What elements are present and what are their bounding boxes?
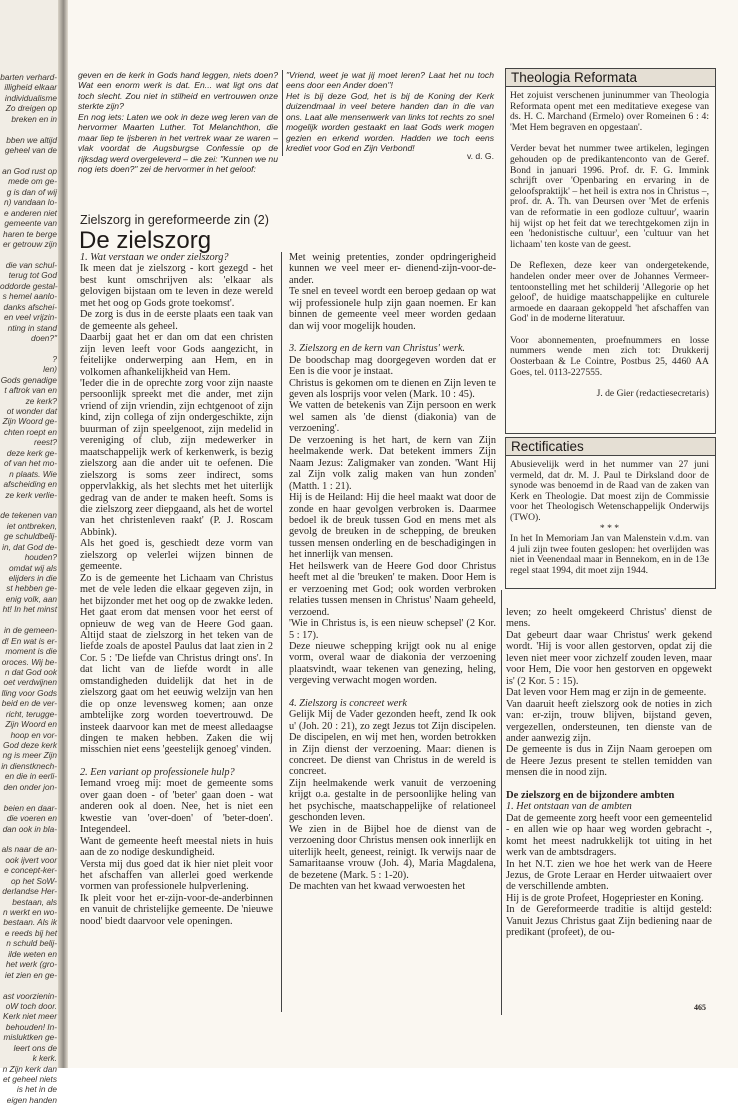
fragment-line: ilde weten en (8, 948, 57, 959)
paragraph: Daarbij gaat het er dan om dat een christen zijn leven leeft voor Gods aangezicht, in feitelijke onderwerping aan Hem, en in volkomen afhankelijkheid van Hem. (80, 332, 273, 378)
fragment-line: elijders in die (8, 573, 57, 583)
fragment-line: individualisme (4, 92, 57, 103)
paragraph: 'Ieder die in de oprechte zorg voor zijn naaste persoonlijk spreekt met die ander, met zijn vriend of zijn vriendin, zijn echtgenoot of zijn kind, zijn collega of zijn ondergeschikte, zijn buurman of zijn speelgenoot, zijn medelid in vereniging of club, zijn medewerker in maatschappelijk werk of kerkenwerk, is bezig zielszorg aan die ander uit te oefenen. Die zielszorg is soms zeer indirect, soms oppervlakkig, als het slechts met het uiterlijk gedrag van de ander te maken heeft. Soms is die zielszorg zeer diepgaand, als het de wortel van het christenleven raakt' (P. J. Roscam Abbink). (80, 377, 273, 538)
fragment-line: illigheid elkaar (4, 82, 57, 93)
fragment-line: ng is meer Zijn (2, 750, 57, 761)
fragment-line: die van schul- (5, 259, 57, 270)
box-title: Theologia Reformata (506, 69, 715, 87)
fragment-line: mede om ge- (8, 176, 57, 187)
fragment-line: bestaan. Als ik (3, 917, 57, 928)
paragraph: Iemand vroeg mij: moet de gemeente soms over gaan doen - of 'beter' gaan doen - wat anderen ook al doen. Nee, het is niet een kwestie van 'over-doen' of 'beter-doen'. Integendeel. (80, 778, 273, 836)
fragment-line: e reeds bij het (4, 927, 57, 938)
fragment-line: reest? (33, 437, 57, 448)
fragment-line: misluktken ge- (3, 1032, 57, 1043)
fragment-line: afscheiding en (3, 479, 57, 490)
page-gutter (58, 0, 68, 1068)
fragment-line: iet ontbreken, (6, 520, 57, 531)
paragraph: "Vriend, weet je wat jij moet leren? Laat het nu toch eens door een Ander doen"! (286, 70, 494, 91)
fragment-line: beien en daar- (3, 802, 57, 813)
box-signature: J. de Gier (redactiesecretaris) (596, 388, 709, 400)
paragraph: Ik meen dat je zielszorg - kort gezegd - het best kunt omschrijven als: 'elkaar als gelovigen bijstaan om te leven in deze wereld met het oog op Gods grote toekomst'. (80, 263, 273, 309)
box-paragraph: Het zojuist verschenen juninummer van Theologia Reformata opent met een meditatieve exegese van ds. H. C. Marchand (Ermelo) over Romeinen 6 : 4: 'Met Hem begraven en opgestaan'. (510, 90, 709, 133)
fragment-line: richt, terugge- (5, 708, 57, 719)
fragment-line: in dienstknech- (1, 760, 57, 771)
fragment-line: oddorde gestal- (0, 280, 58, 291)
top-signature: v. d. G. (466, 151, 494, 161)
fragment-line: als naar de an- (1, 844, 57, 855)
continued-text-col2 (286, 70, 494, 160)
paragraph: Ik pleit voor het er-zijn-voor-de-anderbinnen en vanuit de christelijke gemeente. De 'nieuwe nood' biedt daarvoor vele openingen. (80, 892, 273, 927)
paragraph: Dat de gemeente zorg heeft voor een gemeentelid - en allen wie op haar weg worden gebracht -, komt het meest nadrukkelijk tot uiting in het werk van de ambtsdragers. (506, 812, 712, 859)
fragment-line (0, 615, 57, 625)
fragment-line: in, dat God de- (2, 541, 57, 552)
paragraph: We vatten de betekenis van Zijn persoon en werk wel samen als 'de dienst (diakonia) van de verzoening'. (289, 400, 496, 435)
fragment-line (0, 980, 57, 990)
fragment-line: Zijn Woord en (5, 719, 57, 730)
fragment-line: ook ijvert voor (5, 854, 57, 865)
fragment-line: derlandse Her- (2, 886, 57, 897)
rectificaties-box (505, 437, 716, 589)
fragment-line: t aftrok van en (4, 385, 57, 396)
section-subheading: 1. Het ontstaan van de ambten (506, 801, 632, 813)
section-subheading: 1. Wat verstaan we onder zielszorg? (80, 252, 229, 263)
fragment-line: g is dan of wij (6, 186, 57, 197)
box-text (510, 91, 709, 429)
fragment-line: d! En wat is er- (1, 635, 57, 646)
paragraph: Versta mij dus goed dat ik hier niet pleit voor het afschaffen van allerlei goed werkende vormen van professionele hulpverlening. (80, 858, 273, 893)
paragraph: Gelijk Mij de Vader gezonden heeft, zend Ik ook u' (Joh. 20 : 21), zo zegt Jezus tot Zijn discipelen. De discipelen, en wij met hen, worden betrokken in Zijn dienst der verzoening. Maar: dienen is concreet. De dienst van Christus in de wereld is concreet. (289, 709, 496, 778)
separator-stars: * * * (599, 522, 620, 534)
fragment-line: is het in de (16, 1084, 57, 1095)
previous-page-text-fragment (0, 72, 57, 1105)
fragment-line (0, 834, 57, 844)
fragment-line: len) (43, 364, 57, 375)
fragment-line: de tekenen van (0, 510, 57, 521)
fragment-line: omdat wij als (9, 562, 57, 573)
fragment-line: k kerk. (32, 1053, 57, 1064)
theologia-reformata-box (505, 68, 716, 434)
fragment-line: ze kerk? (25, 395, 57, 406)
fragment-line: n) vandaan lo- (3, 197, 57, 208)
paragraph: Want de gemeente heeft meestal niets in huis aan de zo nodige deskundigheid. (80, 835, 273, 859)
fragment-line: God deze kerk (3, 740, 57, 750)
fragment-line: st hebben ge- (6, 583, 57, 594)
fragment-line: n Zijn kerk dan (2, 1063, 57, 1074)
fragment-line: lling voor Gods (1, 687, 57, 698)
fragment-line: Gods genadige (0, 374, 57, 385)
fragment-line: behouden! In- (5, 1021, 57, 1032)
paragraph: We zien in de Bijbel hoe de dienst van de verzoening door Christus mensen ook innerlijk en uiterlijk heelt, geneest, reinigt. Ik verwijs naar de Samaritaanse vrouw (Joh. 4), Maria Magdalena, de bezetene (Mark. 5 : 1-20). (289, 823, 496, 881)
column-rule (501, 590, 502, 1015)
fragment-line: ze kerk verlie- (5, 489, 57, 500)
article-column-2 (289, 252, 496, 1022)
fragment-line: n schuld belij- (6, 938, 57, 949)
paragraph: Christus is gekomen om te dienen en Zijn leven te geven als losprijs voor velen (Mark. 10 : 45). (289, 377, 496, 400)
article-kicker: Zielszorg in gereformeerde zin (2) (80, 213, 269, 227)
fragment-line: s hemel aanlo- (2, 291, 57, 302)
fragment-line: deze kerk ge- (6, 447, 57, 458)
fragment-line: geheel van de (4, 145, 57, 156)
box-paragraph: De Reflexen, deze keer van ondergetekende, handelen onder meer over de Johannes Vermeer-tentoonstelling met het schilderij 'Allegorie op het geloof', de huidige maatschappelijke en culturele armoede en daaraan gekoppeld 'het afschaffen van God' in de moderne literatuur. (510, 260, 709, 325)
paragraph: Te snel en teveel wordt een beroep gedaan op wat wij professionele hulp zijn gaan noemen. Er kan binnen de gemeente veel meer worden gedaan dan wij voor mogelijk houden. (289, 286, 496, 332)
section-heading: De zielszorg en de bijzondere ambten (506, 789, 675, 801)
fragment-line: n plaats. Wie (9, 468, 57, 479)
section-subheading: 4. Zielszorg is concreet werk (289, 697, 407, 709)
paragraph: 'Wie in Christus is, is een nieuw schepsel' (2 Kor. 5 : 17). (289, 618, 496, 641)
paragraph: Hij is de Heiland: Hij die heel maakt wat door de zonde en haar gevolgen verbroken is. Daarmee bedoel ik de breuk tussen God en mens met als gevolg de breuken in de schepping, de breuken tussen mensen onderling en de beschadigingen in het innerlijk van mensen. (289, 492, 496, 561)
paragraph: Hij is de grote Profeet, Hogepriester en Koning. (506, 892, 704, 904)
article-title: De zielszorg (79, 227, 212, 254)
paragraph: leven; zo heelt omgekeerd Christus' dienst de mens. (506, 607, 712, 630)
fragment-line: gemeente van (4, 218, 57, 229)
fragment-line: ? (52, 353, 57, 364)
section-subheading: 3. Zielszorg en de kern van Christus' werk. (289, 343, 465, 355)
fragment-line: beid en de ver- (1, 698, 57, 709)
fragment-line: e concept-ker- (4, 865, 57, 876)
fragment-line: chten roept en (3, 426, 57, 437)
fragment-line: oroces. Wij be- (1, 656, 57, 667)
paragraph: Het is bij deze God, het is bij de Koning der Kerk duizendmaal in veel betere handen dan in die van ons. Laat alle mensenwerk van links tot rechts zo snel mogelijk worden gestaakt en laat Gods werk mogen gezien en erkend worden. Hadden we toch eens krediet voor God en Zijn Verbond! (286, 90, 494, 154)
fragment-line: het werk (gro- (5, 959, 57, 970)
paragraph: De machten van het kwaad verwoesten het (289, 881, 466, 893)
paragraph: Als het goed is, geschiedt deze vorm van zielszorg op velerlei wijzen binnen de gemeente. (80, 538, 273, 573)
fragment-line: of van het mo- (3, 458, 57, 469)
box-paragraph: Abusievelijk werd in het nummer van 27 juni vermeld, dat dr. M. J. Paul te Dirksland door de synode was benoemd in de Raad van de zaken van Kerk en Theologie. Dat moest zijn de Commissie voor het Theologisch Wetenschappelijk Onderwijs (TWO). (510, 459, 709, 523)
box-paragraph: In het In Memoriam Jan van Malenstein v.d.m. van 4 juli zijn twee fouten geslopen: het overlijden was niet in Veenendaal maar in Bennekom, en in de 13e regel staat 1994, dit moet zijn 1944. (510, 533, 709, 576)
fragment-line (0, 156, 57, 166)
fragment-line: er getrouw zijn (3, 239, 57, 249)
fragment-line: bben we altijd (6, 134, 57, 145)
fragment-line: houden? (24, 552, 57, 563)
paragraph: Zo is de gemeente het Lichaam van Christus met de vele leden die elkaar gegeven zijn, in het bijzonder met het oog op de zwakke leden. Het gaat erom dat mensen voor het eerst of opnieuw de weg van de Heere God gaan. Altijd staat de zielszorg in het teken van de liefde zoals de apostel Paulus dat laat zien in 2 Cor. 5 : 'De liefde van Christus dringt ons'. In dat licht van de liefde wordt in alle omstandigheden duidelijk dat het in de zielszorg gaat om het eeuwig welzijn van hen die op onze levensweg komen; aan onze ambtelijke zorg worden toevertrouwd. De insteek daarvoor kan met de meest alledaagse dingen te maken hebben. Zaken die wij misschien niet eens 'geestelijk genoeg' vinden. (80, 572, 273, 756)
fragment-line (0, 249, 57, 259)
paragraph: Deze nieuwe schepping krijgt ook nu al enige vorm, overal waar de diakonia der verzoening plaatsvindt, waar tekenen van genezing, heling, vergeving verwacht mogen worden. (289, 640, 496, 687)
paragraph: Dat leven voor Hem mag er zijn in de gemeente. (506, 687, 707, 699)
paragraph: De zorg is dus in de eerste plaats een taak van de gemeente als geheel. (80, 309, 273, 332)
paragraph: Het heilswerk van de Heere God door Christus heeft met al die 'breuken' te maken. Door Hem is er verzoening met God; ook worden verbroken relaties tussen mensen in Christus' Naam geheeld, verzoend. (289, 560, 496, 618)
paragraph: De boodschap mag doorgegeven worden dat er Een is die voor je instaat. (289, 354, 496, 378)
section-subheading: 2. Een variant op professionele hulp? (80, 766, 235, 778)
box-text (510, 460, 709, 584)
paragraph: In de Gereformeerde traditie is altijd gesteld: Vanuit Jezus Christus gaat Zijn bediening naar de predikant (profeet), de ou- (506, 904, 712, 939)
fragment-line: en veel vrijzin- (3, 312, 57, 323)
fragment-line: an God rust op (2, 165, 57, 176)
fragment-line: haren te berge (3, 228, 57, 239)
paragraph: De gemeente is dus in Zijn Naam geroepen om de Heere Jezus present te stellen temidden van mensen die in nood zijn. (506, 744, 712, 779)
fragment-line: in de gemeen- (3, 625, 57, 636)
fragment-line: ge schuldbelij- (3, 531, 57, 542)
fragment-line: n werkt en wo- (3, 907, 57, 917)
fragment-line: oW toch door. (5, 1000, 57, 1011)
fragment-line: oet verdwijnen (3, 677, 57, 688)
fragment-line (0, 792, 57, 802)
fragment-line: Kerk niet meer (3, 1011, 57, 1022)
fragment-line (0, 343, 57, 353)
paragraph: Met weinig pretenties, zonder opdringerigheid kunnen we veel meer er- dienend-zijn-voor-de-ander. (289, 252, 496, 286)
fragment-line: en die in eerli- (4, 771, 57, 782)
box-title: Rectificaties (506, 438, 715, 456)
article-column-3 (506, 607, 712, 1017)
fragment-line: e anderen niet (3, 207, 57, 218)
fragment-line: enig volk, aan (5, 593, 57, 604)
paragraph: De verzoening is het hart, de kern van Zijn heelmakende werk. Dat betekent immers Zijn Naam Jezus: Zaligmaker van zonden. 'Want Hij zal Zijn volk zalig maken van hun zonden' (Matth. 1 : 21). (289, 434, 496, 492)
paragraph: Zijn heelmakende werk vanuit de verzoening krijgt o.a. gestalte in de persoonlijke heling van het psychische, maatschappelijke of relationeel geschonden leven. (289, 777, 496, 824)
fragment-line (0, 500, 57, 510)
continued-text-col1 (78, 70, 278, 175)
paragraph: geven en de kerk in Gods hand leggen, niets doen? Wat een enorm werk is dat. En... wat ligt ons dat toch slecht. Zou niet in stilheid en vertrouwen onze sterkte zijn? (78, 70, 278, 112)
fragment-line: iet zien en ge- (4, 969, 57, 980)
fragment-line: moment is die (5, 646, 57, 657)
fragment-line: leert ons de (13, 1042, 57, 1053)
paragraph: En nog iets: Laten we ook in deze weg leren van de hervormer Maarten Luther. Tot Melanchthon, die maar liep te ijsberen in het vertrek waar ze waren – vlak voordat de Augsburgse Confessie op de rijksdag werd overgeleverd – die zei: "Kunnen we nu nog iets doen?" zei de hervormer in het geloof: (78, 111, 278, 175)
fragment-line: Zo dreigen op (5, 103, 57, 114)
fragment-line: nting in stand (7, 322, 57, 333)
fragment-line: eigen handen (6, 1094, 57, 1105)
fragment-line: op het SoW- (11, 875, 57, 886)
fragment-line: doen?" (30, 332, 57, 343)
fragment-line: ht! In het minst (2, 604, 57, 615)
fragment-line: ast voorzienin- (3, 990, 57, 1001)
fragment-line: hoop en vor- (10, 729, 57, 740)
fragment-line: die voeren en (6, 813, 57, 824)
article-column-1 (80, 252, 273, 1012)
fragment-line: breken en in (11, 113, 57, 124)
fragment-line (0, 124, 57, 134)
paragraph: Dat gebeurt daar waar Christus' werk gekend wordt. 'Hij is voor allen gestorven, opdat zij die leven niet meer voor zichzelf zouden leven, maar voor Hem, Die voor hen gestorven en opgewekt is' (2 Kor. 5 : 15). (506, 629, 712, 687)
page-number: 465 (694, 1003, 706, 1012)
fragment-line: et geheel niets (3, 1074, 57, 1084)
box-paragraph: Verder bevat het nummer twee artikelen, legingen gehouden op de predikantenconto van de Geref. Bond in januari 1996. Prof. dr. F. G. Immink schrijft over 'Openbaring en ervaring in de geloofspraktijk' – het heil is extra nos in Christus –, prof. dr. A. Th. van Deursen over 'Met de erfenis van de reformatie in een godloze cultuur', waarin hij wijst op het feit dat we terechtgekomen zijn in een 'hedonistische cultuur', een 'cultuur van het lichaam' ten koste van de geest. (510, 143, 709, 250)
fragment-line: barten verhard- (0, 72, 57, 82)
fragment-line: dan ook in bla- (2, 823, 57, 834)
fragment-line: terug tot God (8, 270, 57, 281)
fragment-line: n dat God ook (4, 666, 57, 677)
column-rule (282, 70, 283, 156)
fragment-line: ot wonder dat (6, 406, 57, 416)
fragment-line: bestaan, als (12, 896, 57, 907)
column-rule (281, 252, 282, 1012)
paragraph: In het N.T. zien we hoe het werk van de Heere Jezus, de Grote Leraar en Herder uitwaaiert over de verschillende ambten. (506, 858, 712, 893)
fragment-line: danks afschei- (3, 301, 57, 312)
fragment-line: den onder jon- (3, 781, 57, 792)
fragment-line: Zijn Woord ge- (2, 416, 57, 427)
box-paragraph: Voor abonnementen, proefnummers en losse nummers wende men zich tot: Drukkerij Oosterbaan & Le Cointre, Postbus 25, 4460 AA Goes, tel. 0113-227555. (510, 334, 709, 378)
paragraph: Van daaruit heeft zielszorg ook de noties in zich van: er-zijn, trouw blijven, bijstand geven, vergezellen, ondersteunen, ten dienste van de ander aanwezig zijn. (506, 698, 712, 744)
